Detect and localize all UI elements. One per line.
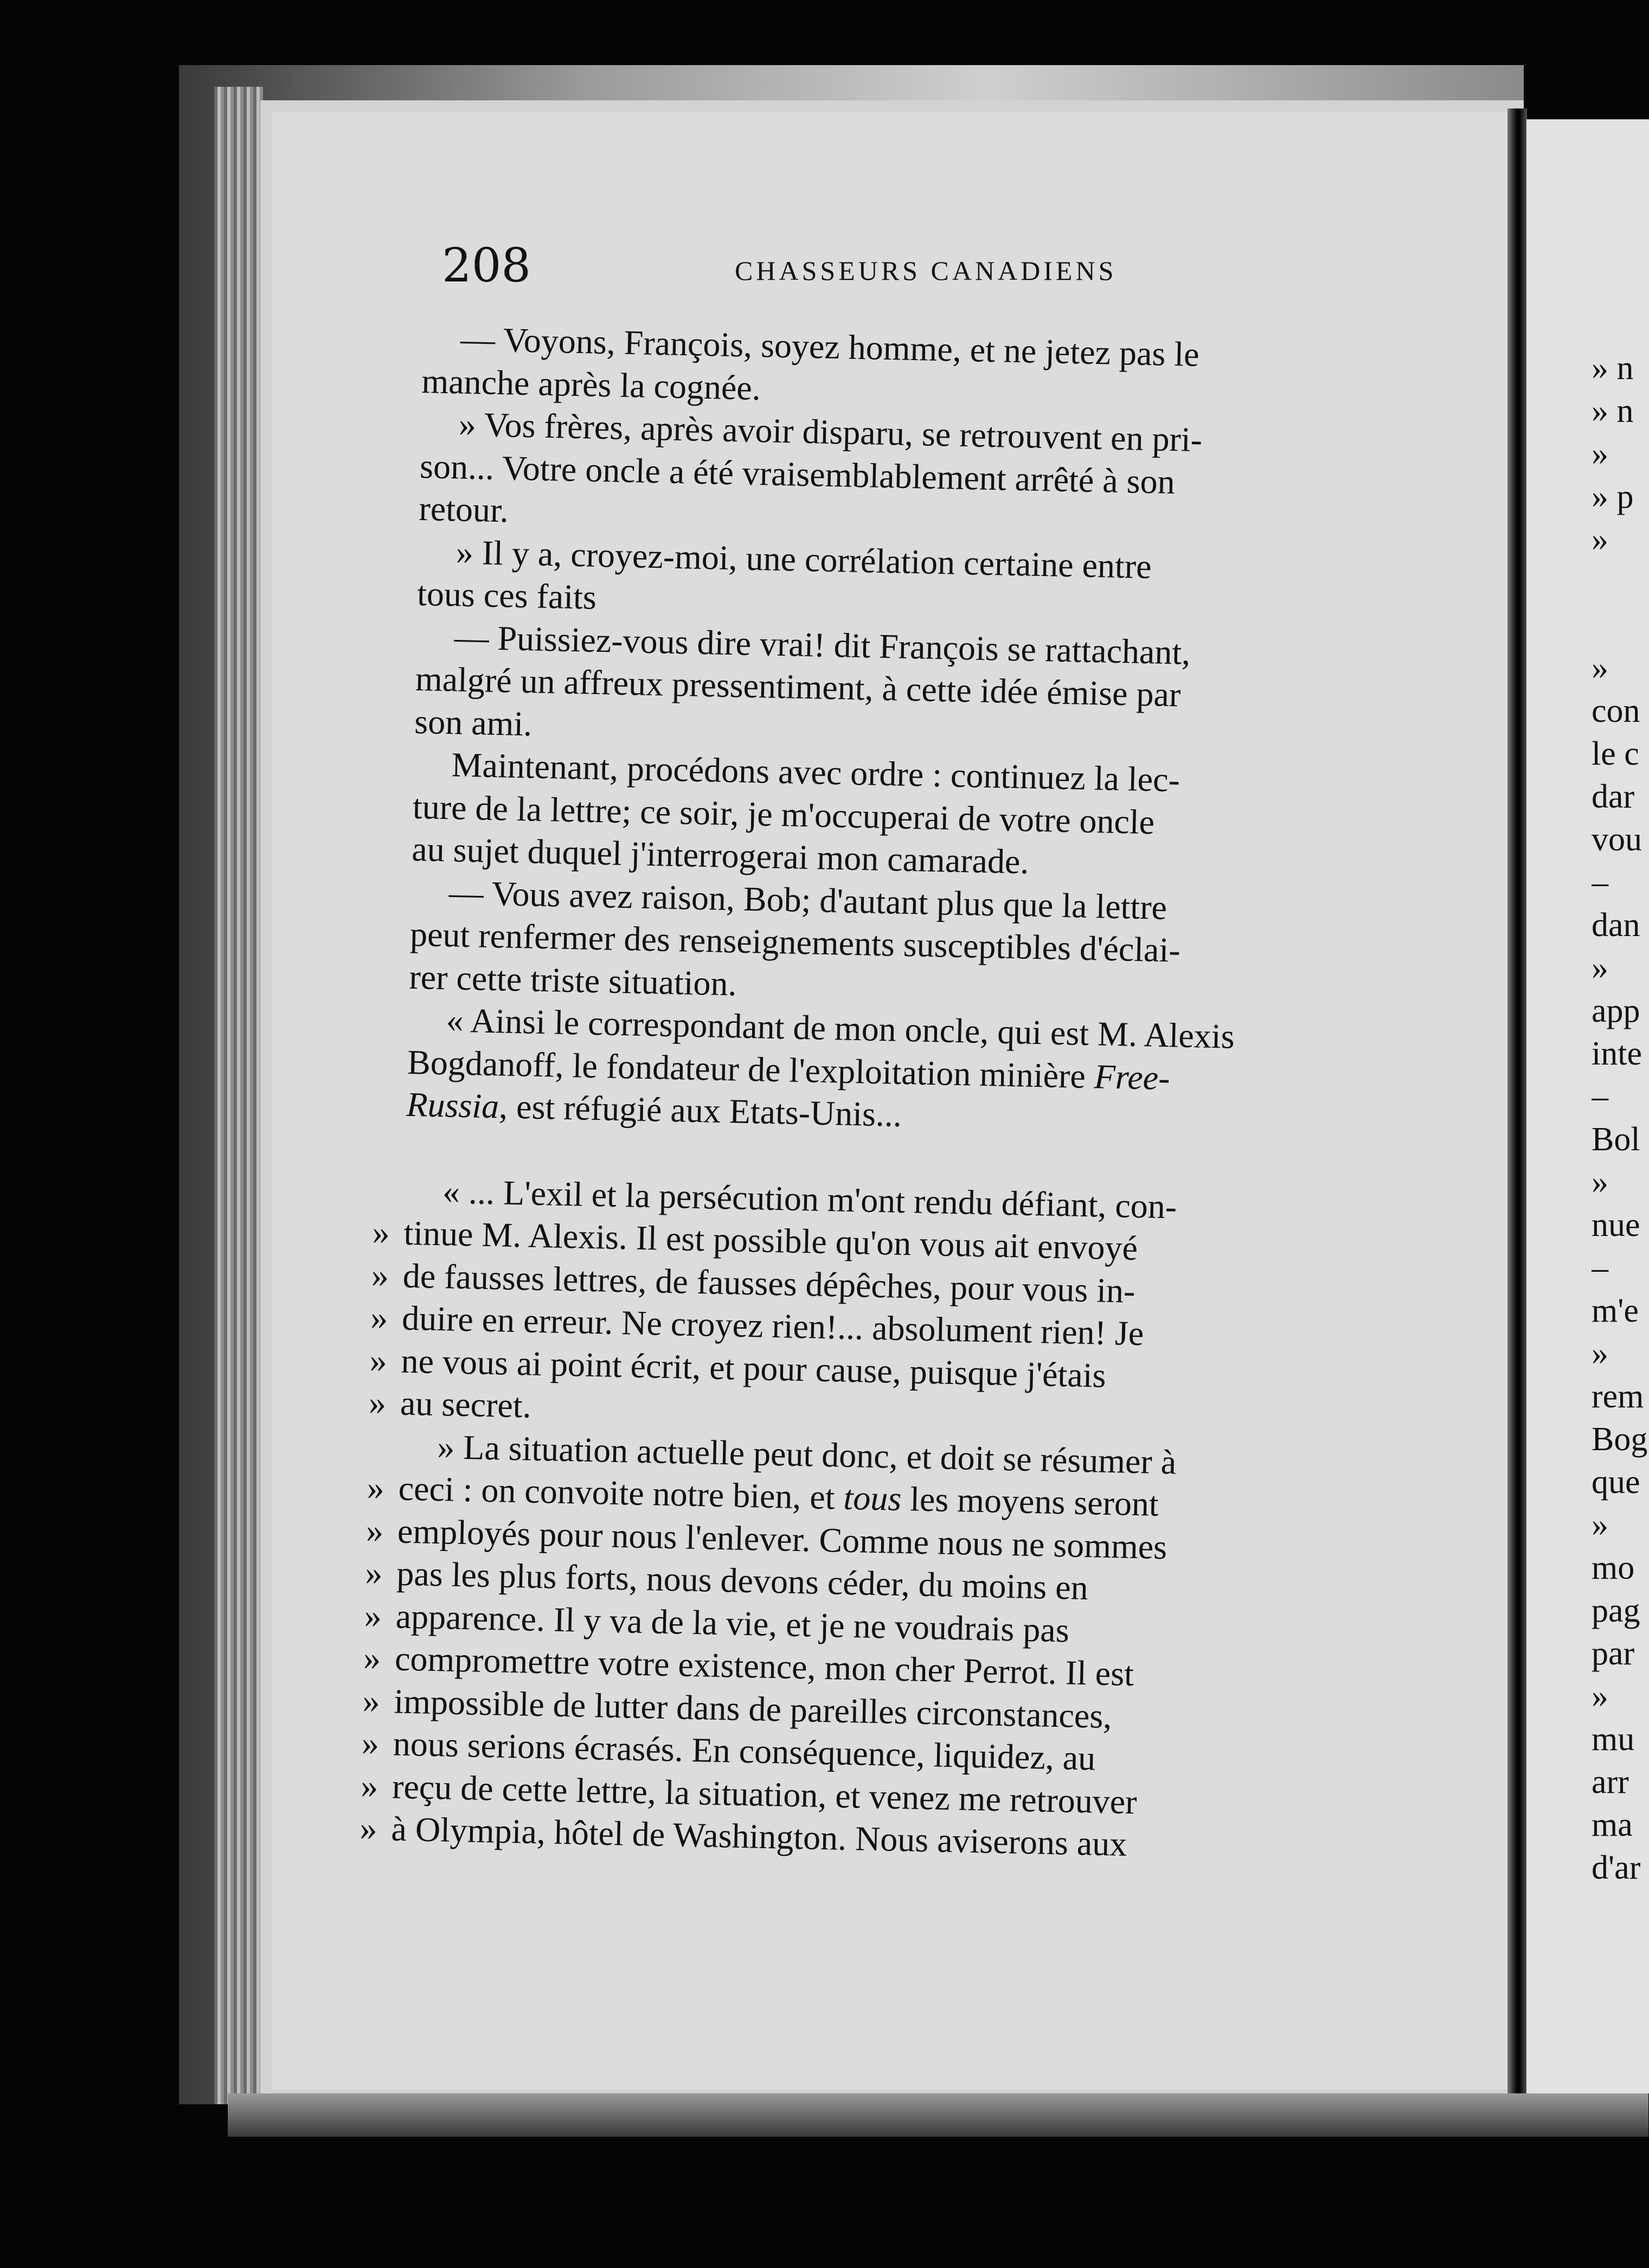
facing-line-fragment: m'e	[1592, 1292, 1639, 1329]
quoted-line: » reçu de cette lettre, la situation, et venez me retrouver	[360, 1766, 1138, 1821]
letter-paragraph: « ... L'exil et la persécution m'ont rendu défiant, con-	[442, 1171, 1177, 1226]
facing-line-fragment	[1592, 604, 1649, 647]
facing-line-fragment: –	[1592, 1078, 1608, 1115]
facing-line-fragment: mo	[1592, 1549, 1635, 1586]
quoted-line: » employés pour nous l'enlever. Comme nous ne sommes	[365, 1510, 1167, 1566]
main-text	[359, 317, 1453, 1872]
facing-line-fragment: pag	[1592, 1592, 1640, 1629]
facing-line-fragment: inte	[1592, 1035, 1642, 1072]
facing-line-fragment: mu	[1592, 1721, 1635, 1758]
paragraph: Maintenant, procédons avec ordre : continuez la lec- ture de la lettre; ce soir, je m'occuperai de votre oncle au sujet duquel j'interrogerai mon camarade.	[411, 745, 1180, 881]
quoted-line: » duire en erreur. Ne croyez rien!... absolument rien! Je	[370, 1298, 1145, 1353]
paragraph: — Vous avez raison, Bob; d'autant plus que la lettre peut renfermer des renseignements susceptibles d'éclai- rer cette triste situation.	[408, 873, 1181, 1003]
facing-line-fragment: rem	[1592, 1378, 1644, 1415]
quoted-line: » de fausses lettres, de fausses dépêches, pour vous in-	[371, 1255, 1136, 1310]
facing-line-fragment: »	[1592, 1164, 1608, 1201]
book-gutter	[1507, 108, 1527, 2093]
paragraph: » Il y a, croyez-moi, une corrélation certaine entre tous ces faits	[416, 532, 1152, 617]
facing-line-fragment: »	[1592, 1335, 1608, 1372]
facing-line-fragment: »	[1592, 1507, 1608, 1543]
quoted-line: » au secret.	[368, 1383, 532, 1425]
facing-line-fragment: »	[1592, 521, 1608, 558]
facing-line-fragment: d'ar	[1592, 1849, 1641, 1886]
quoted-line: » apparence. Il y va de la vie, et je ne voudrais pas	[364, 1596, 1070, 1649]
quoted-line: » ne vous ai point écrit, et pour cause, puisque j'étais	[369, 1340, 1107, 1395]
facing-line-fragment: »	[1592, 1678, 1608, 1715]
facing-line-fragment: arr	[1592, 1764, 1629, 1801]
facing-line-fragment: Bol	[1592, 1121, 1640, 1158]
facing-line-fragment: que	[1592, 1464, 1640, 1501]
paragraph: « Ainsi le correspondant de mon oncle, qui est M. Alexis Bogdanoff, le fondateur de l'exploitation minière Free- Russia, est réfugié aux Etats-Unis...	[406, 1001, 1235, 1134]
facing-line-fragment: Bog	[1592, 1421, 1648, 1458]
facing-line-fragment: con	[1592, 693, 1640, 729]
quoted-line: » à Olympia, hôtel de Washington. Nous aviserons aux	[359, 1809, 1128, 1863]
page-edges	[214, 87, 263, 2104]
running-title: CHASSEURS CANADIENS	[735, 255, 1117, 286]
quoted-line: » compromettre votre existence, mon cher Perrot. Il est	[363, 1638, 1134, 1693]
quoted-line: » nous serions écrasés. En conséquence, liquidez, au	[361, 1724, 1096, 1778]
facing-line-fragment: par	[1592, 1635, 1635, 1672]
quoted-line: » ceci : on convoite notre bien, et tous les moyens seront	[367, 1468, 1159, 1523]
paragraph: — Puissiez-vous dire vrai! dit François se rattachant, malgré un affreux pressentiment, à cette idée émise par son ami.	[414, 617, 1191, 743]
facing-line-fragment: » n	[1592, 350, 1634, 387]
page-number: 208	[442, 239, 531, 293]
paragraph: » Vos frères, après avoir disparu, se retrouvent en pri- son... Votre oncle a été vraisemblablement arrêté à son retour.	[418, 405, 1203, 530]
running-head	[442, 239, 1451, 298]
facing-line-fragment: »	[1592, 950, 1608, 986]
letter-paragraph: » La situation actuelle peut donc, et doit se résumer à	[437, 1427, 1177, 1482]
quoted-line: » impossible de lutter dans de pareilles circonstances,	[362, 1681, 1113, 1735]
facing-line-fragment: dan	[1592, 907, 1640, 944]
facing-line-fragment: –	[1592, 1250, 1608, 1286]
facing-line-fragment: vou	[1592, 821, 1642, 858]
facing-line-fragment: » p	[1592, 478, 1634, 515]
facing-line-fragment: »	[1592, 650, 1608, 687]
facing-line-fragment: »	[1592, 435, 1608, 472]
facing-page-fragments	[1592, 347, 1649, 1889]
quoted-line: » tinue M. Alexis. Il est possible qu'on vous ait envoyé	[371, 1213, 1138, 1267]
paragraph: — Voyons, François, soyez homme, et ne jetez pas le manche après la cognée.	[421, 319, 1200, 407]
facing-line-fragment: » n	[1592, 393, 1634, 430]
facing-line-fragment: dar	[1592, 778, 1635, 815]
facing-line-fragment: app	[1592, 992, 1640, 1029]
facing-line-fragment: ma	[1592, 1806, 1633, 1843]
facing-line-fragment: nue	[1592, 1207, 1640, 1244]
facing-line-fragment: –	[1592, 864, 1608, 901]
facing-line-fragment: le c	[1592, 735, 1639, 772]
bottom-shadow	[228, 2093, 1648, 2137]
quoted-line: » pas les plus forts, nous devons céder, du moins en	[364, 1553, 1089, 1607]
facing-line-fragment	[1592, 561, 1649, 604]
